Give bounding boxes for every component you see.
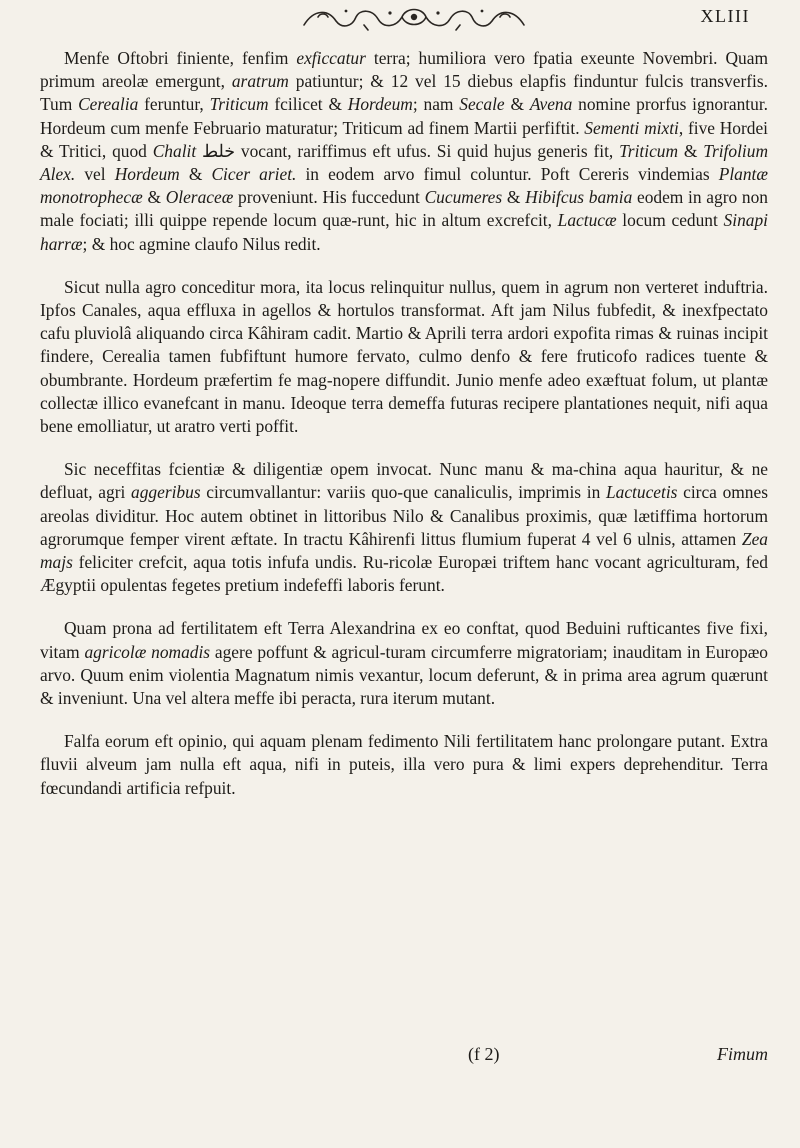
- italic-term: Zea majs: [40, 528, 768, 573]
- text-run: terra; humiliora vero fpatia exeunte Novembri. Quam primum areolæ emergunt,: [40, 48, 768, 92]
- text-run: feruntur,: [138, 94, 210, 115]
- text-run: &: [504, 94, 530, 115]
- header-ornament-icon: [298, 3, 530, 33]
- italic-term: exficcatur: [296, 48, 366, 68]
- catchword: Fimum: [717, 1044, 768, 1064]
- text-run: &: [502, 187, 526, 208]
- italic-term: Cucumeres: [424, 187, 503, 208]
- italic-term: Hibifcus bamia: [525, 187, 633, 208]
- italic-term: aratrum: [231, 71, 289, 92]
- main-text: [40, 47, 768, 800]
- italic-term: Cerealia: [78, 94, 139, 115]
- italic-term: Triticum: [619, 140, 679, 161]
- text-run: خلط vocant, rariffimus eft ufus. Si quid hujus generis fit,: [196, 140, 620, 161]
- italic-term: Hordeum: [114, 164, 180, 185]
- text-run: &: [678, 140, 704, 161]
- italic-term: agricolæ nomadis: [84, 641, 211, 662]
- italic-term: Lactucetis: [605, 482, 678, 503]
- italic-term: Secale: [459, 94, 505, 115]
- text-run: ; nam: [412, 94, 460, 115]
- italic-term: Chalit: [152, 140, 197, 161]
- signature-mark: (f 2): [468, 1044, 500, 1064]
- italic-term: Trifolium Alex.: [40, 140, 769, 185]
- italic-term: Oleraceæ: [165, 187, 234, 208]
- text-run: &: [142, 187, 166, 208]
- text-run: &: [179, 164, 212, 185]
- text-run: ; & hoc agmine claufo Nilus redit.: [82, 233, 321, 254]
- text-run: in eodem arvo fimul coluntur. Poft Cereris vindemias: [296, 164, 719, 185]
- text-run: nomine prorfus ignorantur. Hordeum cum menfe Februario maturatur; Triticum ad finem Martii perfiftit.: [40, 94, 769, 138]
- text-run: circumvallantur: variis quo-que canaliculis, imprimis in: [200, 482, 606, 503]
- paragraph-5: [40, 730, 768, 800]
- italic-term: Triticum: [209, 94, 269, 115]
- text-run: Menfe Oftobri finiente, fenfim: [64, 48, 297, 68]
- text-run: feliciter crefcit, aqua totis infufa undis. Ru-ricolæ Europæi triftem hanc vocant agriculturam, fed Ægyptii opulentas fegetes pretium indefeffi laboris ferunt.: [40, 552, 768, 596]
- text-run: Sicut nulla agro conceditur mora, ita locus relinquitur nullus, quem in agrum non verteret induftria. Ipfos Canales, aqua effluxa in agellos & hortulos transformat. Aft jam Nilus fubfedit, & inexfpectato cafu pluviolâ aliquando circa Kâhiram cadit. Martio & Aprili terra ardori expofita rimas & ruinas incipit findere, Cerealia tamen fubfiftunt humore fervato, culmo denfo & fere fruticofo radices tuente & obumbrante. Hordeum præfertim fe mag-nopere diffundit. Junio menfe adeo exæftuat folum, ut plantæ collectæ illico evanefcant in manu. Ideoque terra demeffa futuras recipere plantationes nequit, nifi aqua bene emolliatur, ut aratro verti poffit.: [40, 276, 768, 437]
- italic-term: Hordeum: [347, 94, 413, 115]
- text-run: patiuntur; & 12 vel 15 diebus elapfis finduntur fulcis transverfis. Tum: [40, 71, 768, 115]
- text-run: vel: [75, 164, 115, 185]
- text-run: Quam prona ad fertilitatem eft Terra Alexandrina ex eo conftat, quod Beduini rufticantes five fixi, vitam: [40, 618, 768, 662]
- italic-term: Sinapi harræ: [40, 210, 768, 254]
- text-run: Falfa eorum eft opinio, qui aquam plenam fedimento Nili fertilitatem hanc prolongare putant. Extra fluvii alveum jam nulla eft aqua, nifi in puteis, illa vero pura & limi expers deprehenditur. Terra fœcundandi artificia refpuit.: [40, 731, 768, 798]
- italic-term: aggeribus: [131, 482, 201, 503]
- italic-term: Plantæ monotrophecæ: [40, 164, 768, 208]
- text-run: eodem in agro non male fociati; illi quippe repende locum quæ-runt, hic in altum excrefcit,: [40, 187, 768, 231]
- paragraph-1: [40, 47, 768, 256]
- text-run: locum cedunt: [616, 210, 724, 231]
- text-run: circa omnes areolas dividitur. Hoc autem obtinet in littoribus Nilo & Canalibus proximis, quæ lætiffima hortorum agrorumque femper virent æftate. In tractu Kâhirenfi littus flumium fuperat 4 vel 6 ulnis, attamen: [40, 482, 768, 549]
- text-run: agere poffunt & agricul-turam circumferre migratoriam; inauditam in Europæo arvo. Quum enim violentia Magnatum nimis vexantur, locum deferunt, & in prima area agrum quærunt & inveniunt. Una vel altera meffe ibi peracta, rura iterum mutant.: [40, 641, 769, 709]
- italic-term: Cicer ariet.: [211, 164, 297, 185]
- italic-term: Avena: [529, 94, 573, 115]
- paragraph-3: [40, 458, 768, 597]
- italic-term: Lactucæ: [557, 210, 617, 231]
- page-number: XLIII: [700, 6, 750, 26]
- text-run: fcilicet &: [268, 94, 348, 115]
- text-run: , five Hordei & Tritici, quod: [40, 117, 769, 161]
- italic-term: Sementi mixti: [584, 117, 679, 138]
- text-run: Sic neceffitas fcientiæ & diligentiæ opem invocat. Nunc manu & ma-china aqua hauritur, & ne defluat, agri: [40, 459, 768, 503]
- paragraph-4: [40, 617, 768, 710]
- text-run: proveniunt. His fuccedunt: [233, 187, 425, 208]
- paragraph-2: [40, 276, 768, 438]
